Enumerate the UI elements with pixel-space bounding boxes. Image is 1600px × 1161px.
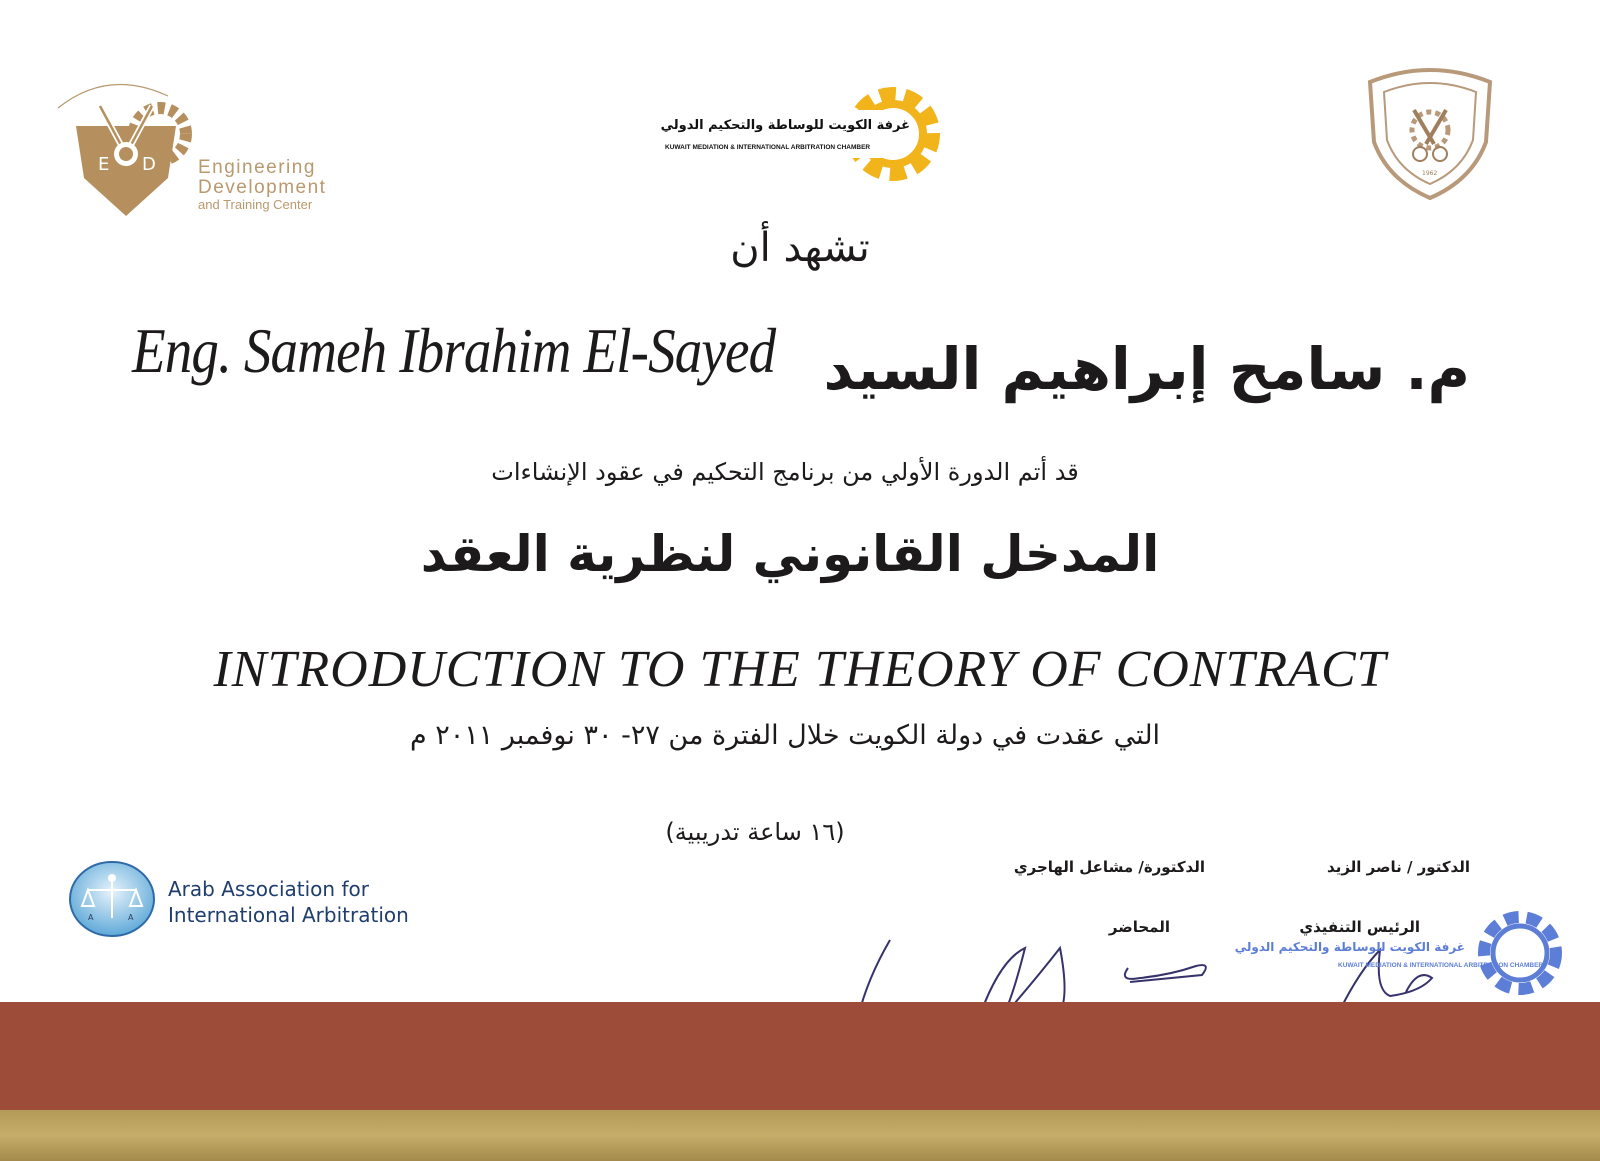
training-hours: (١٦ ساعة تدريبية) (665, 818, 845, 846)
recipient-name-ar: م. سامح إبراهيم السيد (823, 335, 1470, 403)
svg-text:E: E (98, 154, 110, 175)
kmc-gear-logo (655, 70, 955, 200)
aaia-line1: Arab Association for (168, 877, 369, 901)
svg-text:A: A (88, 913, 94, 922)
exec-role: الرئيس التنفيذي (1299, 918, 1420, 936)
aaia-logo (68, 860, 156, 938)
completed-line: قد أتم الدورة الأولي من برنامج التحكيم في عقود الإنشاءات (491, 458, 1079, 486)
certifies-that: تشهد أن (730, 225, 870, 271)
stamp-name-ar: غرفة الكويت للوساطة والتحكيم الدولي (1234, 940, 1465, 954)
exec-name: الدكتور / ناصر الزيد (1327, 858, 1470, 876)
recipient-name-en: Eng. Sameh Ibrahim El-Sayed (132, 315, 776, 386)
edtc-line2: Development (198, 176, 327, 198)
course-title-ar: المدخل القانوني لنظرية العقد (420, 525, 1160, 583)
course-title-en: INTRODUCTION TO THE THEORY OF CONTRACT (213, 641, 1387, 698)
kmc-name-en: KUWAIT MEDIATION & INTERNATIONAL ARBITRATION CHAMBER (665, 144, 871, 151)
edtc-line1: Engineering (198, 157, 316, 178)
svg-text:D: D (142, 154, 156, 175)
svg-text:A: A (128, 913, 134, 922)
lecturer-role: المحاضر (1108, 918, 1170, 936)
bottom-band (0, 1002, 1600, 1110)
kmc-name-ar: غرفة الكويت للوساطة والتحكيم الدولي (660, 118, 910, 133)
edtc-name (198, 158, 326, 212)
held-line: التي عقدت في دولة الكويت خلال الفترة من ٢٧- ٣٠ نوفمبر ٢٠١١ م (409, 720, 1161, 751)
stamp-name-en: KUWAIT MEDIATION & INTERNATIONAL ARBITRATION CHAMBER (1338, 962, 1544, 969)
aaia-name (168, 876, 409, 928)
aaia-line2: International Arbitration (168, 903, 409, 927)
edtc-line3: and Training Center (198, 196, 313, 212)
chamber-stamp-gear (1470, 903, 1570, 1003)
kse-seal (1360, 62, 1500, 202)
lecturer-name: الدكتورة/ مشاعل الهاجري (1013, 858, 1205, 876)
gold-band (0, 1110, 1600, 1161)
svg-text:1962: 1962 (1422, 170, 1438, 177)
